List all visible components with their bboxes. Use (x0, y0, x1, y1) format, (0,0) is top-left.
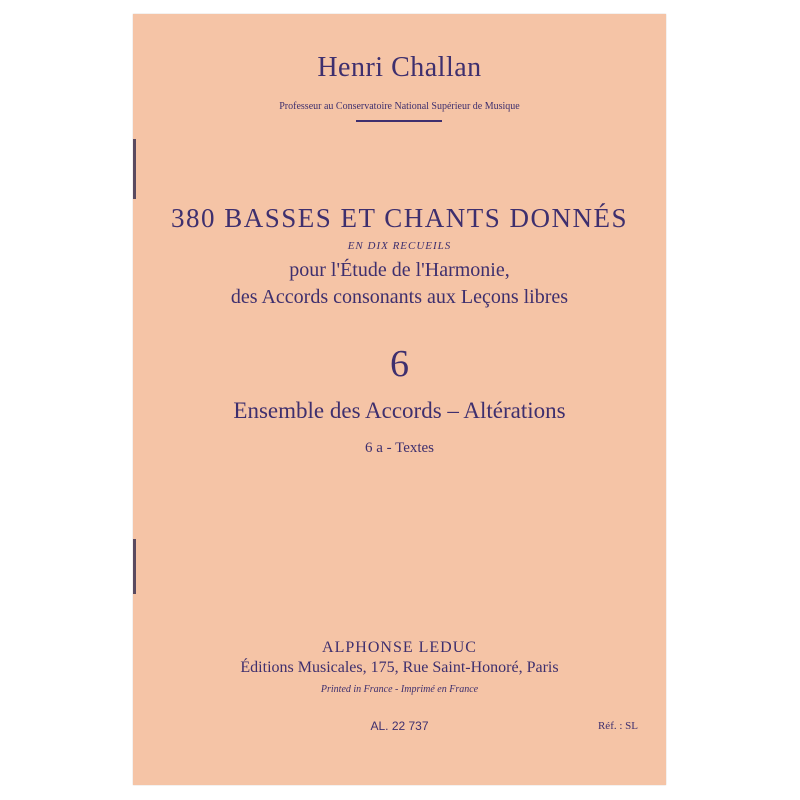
publisher-name: ALPHONSE LEDUC (322, 639, 477, 656)
volume-part: 6 a - Textes (364, 440, 435, 456)
binding-mark-bottom (133, 539, 136, 594)
catalog-number: AL. 22 737 (370, 719, 429, 733)
description-line-2: des Accords consonants aux Leçons libres (230, 286, 569, 308)
binding-mark-top (133, 139, 136, 199)
author-name: Henri Challan (317, 52, 482, 83)
printed-in-notice: Printed in France - Imprimé en France (320, 684, 479, 695)
reference-code: Réf. : SL (597, 720, 638, 732)
author-role: Professeur au Conservatoire National Supérieur de Musique (279, 101, 520, 112)
subtitle-small: EN DIX RECUEILS (347, 240, 452, 252)
publisher-address: Éditions Musicales, 175, Rue Saint-Honoré, Paris (240, 659, 559, 676)
description-line-1: pour l'Étude de l'Harmonie, (289, 259, 510, 281)
book-cover (133, 14, 666, 785)
divider-rule (356, 120, 442, 122)
volume-number: 6 (390, 343, 409, 385)
volume-title: Ensemble des Accords – Altérations (233, 398, 566, 423)
main-title: 380 BASSES ET CHANTS DONNÉS (170, 203, 629, 233)
